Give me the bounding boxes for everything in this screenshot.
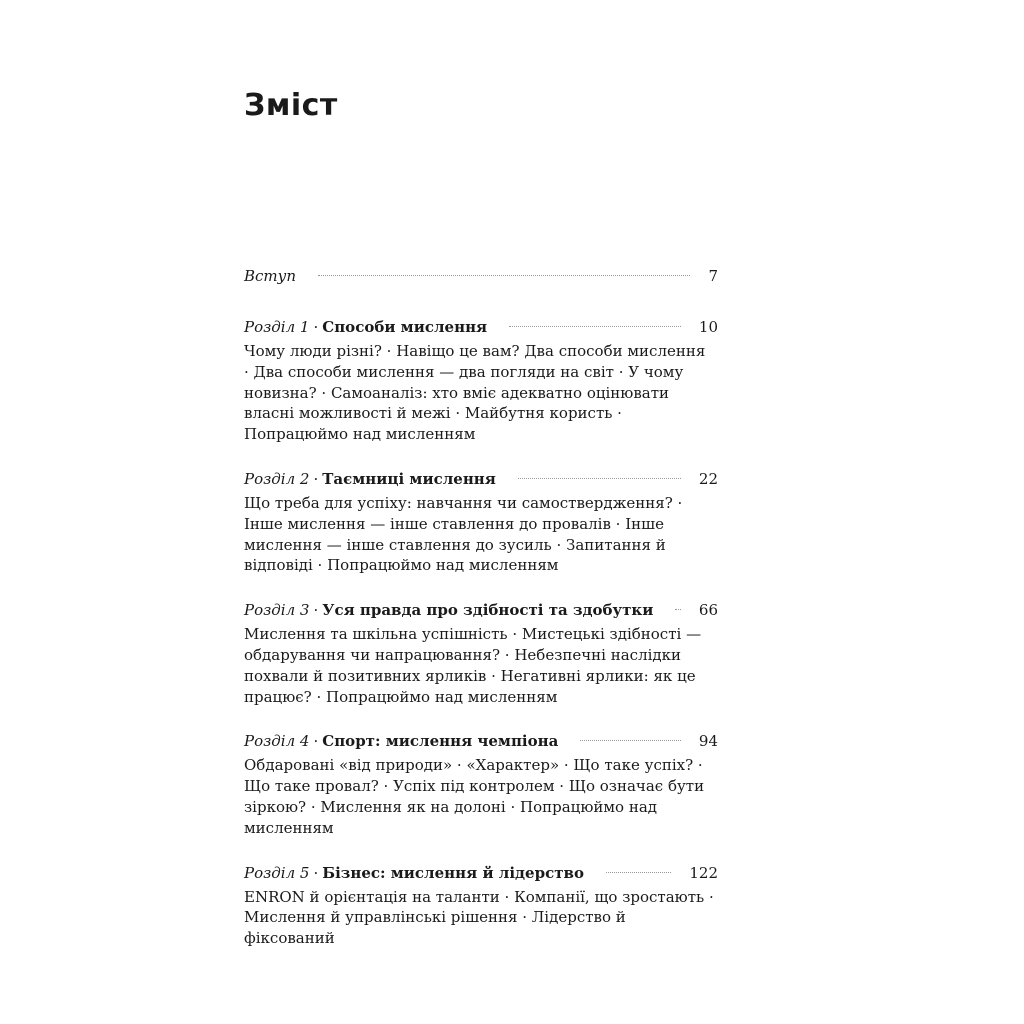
- toc-entry-heading: [244, 313, 718, 341]
- toc-entry-heading: [244, 596, 718, 624]
- toc-chapter-description: Мислення та шкільна успішність · Мистецькі здібності — обдарування чи напрацювання? · Небезпечні наслідки похвали й позитивних ярликів · Негативні ярлики: як це працює? · Попрацюймо над мисленням: [244, 625, 702, 706]
- toc-entry-heading: [244, 727, 718, 755]
- toc-page-number: 22: [698, 469, 718, 488]
- table-of-contents: [244, 262, 718, 969]
- toc-entry-label: [244, 859, 584, 887]
- toc-chapter-description: Що треба для успіху: навчання чи самоствердження? · Інше мислення — інше ставлення до провалів · Інше мислення — інше ставлення до зусиль · Запитання й відповіді · Попрацюймо над мисленням: [244, 493, 683, 575]
- toc-entry-heading: [244, 262, 718, 290]
- toc-page-number: 7: [708, 267, 718, 285]
- toc-entry-label: [244, 727, 558, 755]
- toc-page-number: 94: [698, 732, 718, 751]
- toc-page-number: 10: [698, 318, 718, 336]
- toc-chapter-label: Розділ 3: [244, 601, 310, 620]
- toc-entry-chapter-1: [244, 313, 718, 445]
- toc-chapter-title: Бізнес: мислення й лідерство: [322, 863, 584, 882]
- toc-entry-label: [244, 465, 496, 493]
- toc-chapter-label: Розділ 2: [244, 469, 310, 488]
- toc-chapter-title: Уся правда про здібності та здобутки: [322, 601, 654, 620]
- toc-entry-chapter-3: [244, 596, 718, 707]
- toc-separator: ·: [313, 863, 319, 882]
- toc-separator: ·: [313, 318, 319, 336]
- dotted-leader: [509, 326, 681, 327]
- toc-page-number: 66: [698, 601, 718, 620]
- dotted-leader: [675, 609, 681, 610]
- toc-separator: ·: [313, 732, 319, 751]
- toc-chapter-label: Вступ: [244, 267, 297, 285]
- toc-entry-chapter-5: [244, 859, 718, 949]
- toc-separator: ·: [313, 601, 319, 620]
- toc-chapter-title: Спорт: мислення чемпіона: [322, 732, 559, 751]
- toc-entry-intro: [244, 262, 718, 290]
- toc-entry-label: [244, 596, 653, 624]
- toc-chapter-label: Розділ 4: [244, 732, 310, 751]
- toc-chapter-description: ENRON й орієнтація на таланти · Компанії, що зростають · Мислення й управлінські рішення · Лідерство й фіксований: [244, 887, 714, 948]
- toc-entry-chapter-2: [244, 465, 718, 576]
- dotted-leader: [580, 740, 681, 741]
- page-title: Зміст: [244, 88, 338, 123]
- toc-page-number: 122: [689, 863, 718, 882]
- dotted-leader: [518, 478, 681, 479]
- toc-chapter-label: Розділ 5: [244, 863, 310, 882]
- toc-separator: ·: [313, 469, 319, 488]
- dotted-leader: [606, 872, 671, 873]
- toc-entry-label: [244, 262, 296, 290]
- toc-chapter-description: Обдаровані «від природи» · «Характер» · Що таке успіх? · Що таке провал? · Успіх під контролем · Що означає бути зіркою? · Мислення як на долоні · Попрацюймо над мисленням: [244, 756, 705, 837]
- toc-entry-chapter-4: [244, 727, 718, 838]
- toc-chapter-label: Розділ 1: [244, 318, 310, 336]
- toc-chapter-title: Способи мислення: [322, 318, 488, 336]
- toc-entry-label: [244, 313, 487, 341]
- dotted-leader: [318, 275, 690, 276]
- toc-chapter-title: Таємниці мислення: [322, 469, 496, 488]
- toc-entry-heading: [244, 859, 718, 887]
- toc-entry-heading: [244, 465, 718, 493]
- toc-chapter-description: Чому люди різні? · Навіщо це вам? Два способи мислення · Два способи мислення — два погляди на світ · У чому новизна? · Самоаналіз: хто вміє адекватно оцінювати власні можливості й межі · Майбутня користь · Попрацюймо над мисленням: [244, 342, 706, 444]
